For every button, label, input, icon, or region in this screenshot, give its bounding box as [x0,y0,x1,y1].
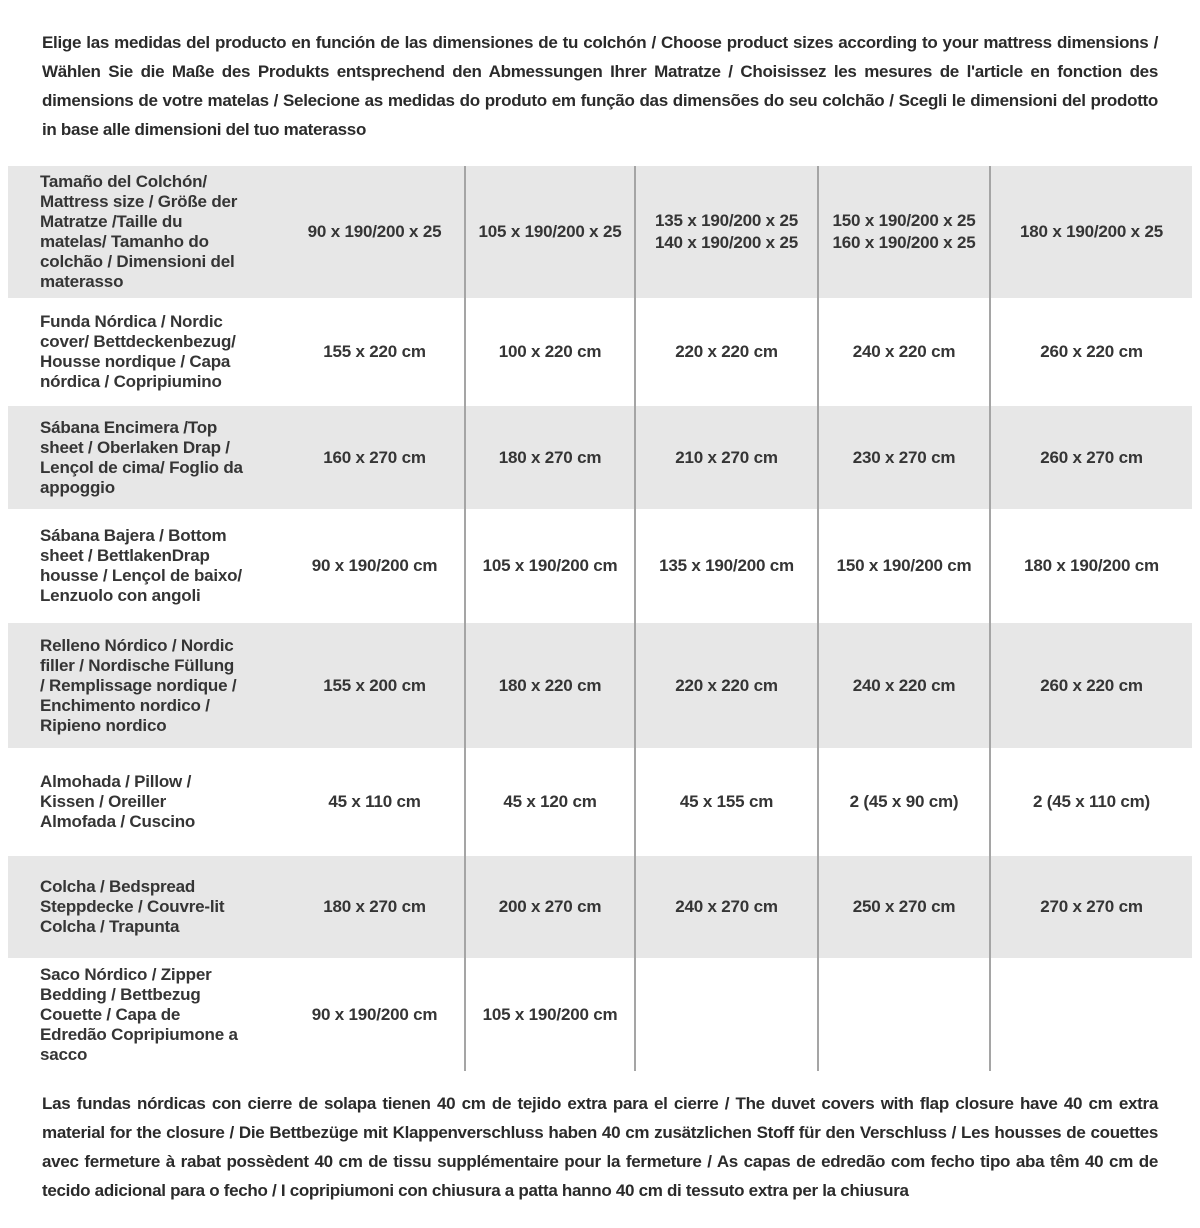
header-size-cell [990,166,1192,298]
size-value-cell: 2 (45 x 90 cm) [818,748,990,856]
size-value-cell: 155 x 220 cm [285,298,465,406]
header-size-line: 105 x 190/200 x 25 [478,222,622,241]
size-value-cell: 150 x 190/200 cm [818,509,990,623]
header-label-cell: Tamaño del Colchón/ Mattress size / Größe der Matratze /Taille du matelas/ Tamanho do colchão / Dimensioni del materasso [40,172,238,291]
table-row [8,958,1192,1071]
size-value-cell: 260 x 270 cm [1040,447,1143,467]
size-value-cell: 155 x 200 cm [285,623,465,748]
size-value-cell: 200 x 270 cm [465,856,635,958]
size-value-cell: 260 x 220 cm [1040,342,1143,361]
size-value-cell: 180 x 270 cm [465,406,635,509]
header-size-cell [818,166,990,298]
size-value-cell: 220 x 220 cm [635,298,818,406]
size-value-cell: 45 x 155 cm [635,748,818,856]
size-value-cell: 105 x 190/200 cm [465,958,635,1071]
table-header-row [8,166,1192,298]
size-value-cell: 90 x 190/200 cm [285,509,465,623]
size-value-cell: 45 x 110 cm [285,748,465,856]
size-value-cell: 240 x 220 cm [818,298,990,406]
size-value-cell [818,958,990,1071]
size-value-cell: 100 x 220 cm [465,298,635,406]
product-label-cell: Relleno Nórdico / Nordic filler / Nordische Füllung / Remplissage nordique / Enchimento nordico / Ripieno nordico [40,635,237,735]
size-value-cell: 45 x 120 cm [465,748,635,856]
size-value-cell [990,958,1192,1071]
size-value-cell: 260 x 220 cm [1040,675,1143,695]
size-value-cell: 210 x 270 cm [635,406,818,509]
size-value-cell: 240 x 270 cm [635,856,818,958]
size-value-cell: 270 x 270 cm [1040,897,1143,916]
size-value-cell: 180 x 190/200 cm [1024,556,1159,575]
product-label-cell: Saco Nórdico / Zipper Bedding / Bettbezug Couette / Capa de Edredão Copripiumone a sacco [40,964,238,1064]
header-size-cell [465,166,635,298]
product-label-cell: Almohada / Pillow / Kissen / Oreiller Almofada / Cuscino [40,772,196,831]
table-row [8,509,1192,623]
header-size-cell [285,166,465,298]
size-value-cell: 105 x 190/200 cm [465,509,635,623]
header-size-line: 140 x 190/200 x 25 [655,233,798,252]
header-size-line: 160 x 190/200 x 25 [832,233,976,252]
size-value-cell [635,958,818,1071]
intro-paragraph: Elige las medidas del producto en función de las dimensiones de tu colchón / Choose product sizes according to your mattress dimensions / Wählen Sie die Maße des Produkts entsprechend den Abmessungen Ihrer Matratze / Choisissez les mesures de l'article en fonction des dimensions de votre matelas / Selecione as medidas do produto em função das dimensões do seu colchão / Scegli le dimensioni del prodotto in base alle dimensioni del tuo materasso [42,33,1158,139]
product-label-cell: Sábana Bajera / Bottom sheet / BettlakenDrap housse / Lençol de baixo/ Lenzuolo con angoli [40,526,242,605]
product-label-cell: Colcha / Bedspread Steppdecke / Couvre-lit Colcha / Trapunta [40,877,225,936]
header-size-line: 180 x 190/200 x 25 [1020,222,1163,241]
size-value-cell: 220 x 220 cm [635,623,818,748]
size-value-cell: 160 x 270 cm [285,406,465,509]
table-row [8,623,1192,748]
size-value-cell: 230 x 270 cm [818,406,990,509]
table-row [8,748,1192,856]
table-row [8,856,1192,958]
header-size-line: 135 x 190/200 x 25 [655,211,798,230]
header-size-cell [635,166,818,298]
size-value-cell: 180 x 220 cm [465,623,635,748]
size-value-cell: 250 x 270 cm [818,856,990,958]
size-value-cell: 2 (45 x 110 cm) [1032,792,1151,811]
table-row [8,406,1192,509]
header-size-line: 90 x 190/200 x 25 [307,222,442,241]
size-value-cell: 135 x 190/200 cm [635,509,818,623]
size-value-cell: 180 x 270 cm [285,856,465,958]
footnote-paragraph: Las fundas nórdicas con cierre de solapa tienen 40 cm de tejido extra para el cierre / The duvet covers with flap closure have 40 cm extra material for the closure / Die Bettbezüge mit Klappenverschluss haben 40 cm zusätzlichen Stoff für den Verschluss / Les housses de couettes avec fermeture à rabat possèdent 40 cm de tissu supplémentaire pour la fermeture / As capas de edredão com fecho tipo aba têm 40 cm de tecido adicional para o fecho / I copripiumoni con chiusura a patta hanno 40 cm di tessuto extra per la chiusura [42,1094,1158,1200]
size-table [8,166,1192,1071]
size-value-cell: 240 x 220 cm [818,623,990,748]
table-row [8,298,1192,406]
size-value-cell: 90 x 190/200 cm [285,958,465,1071]
product-label-cell: Funda Nórdica / Nordic cover/ Bettdeckenbezug/ Housse nordique / Capa nórdica / Copripiumino [40,312,236,391]
product-label-cell: Sábana Encimera /Top sheet / Oberlaken Drap / Lençol de cima/ Foglio da appoggio [40,417,243,497]
header-size-line: 150 x 190/200 x 25 [832,211,976,230]
